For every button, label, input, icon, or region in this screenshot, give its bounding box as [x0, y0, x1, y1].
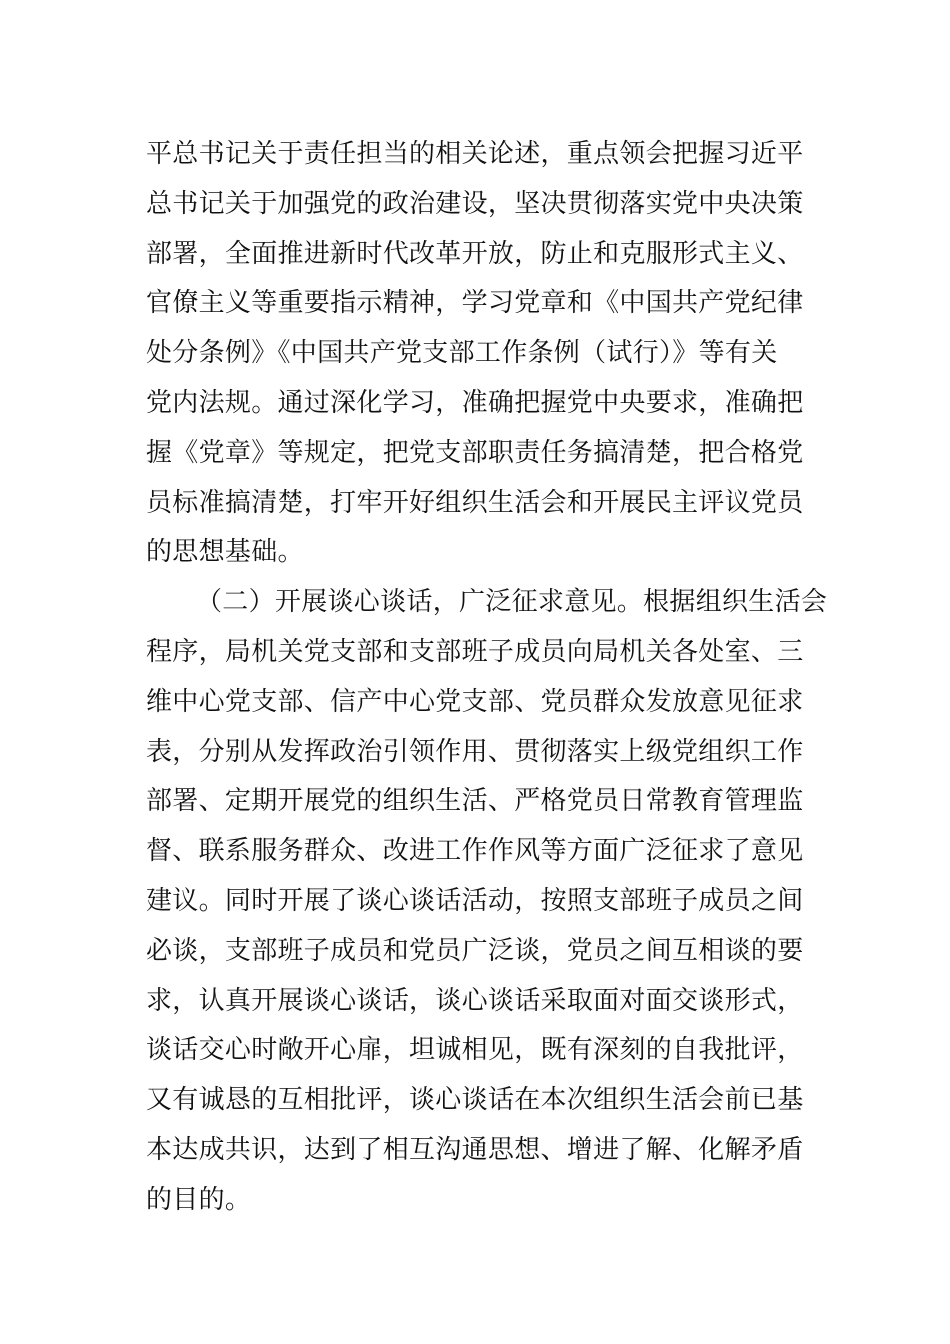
text-line: 又有诚恳的互相批评，谈心谈话在本次组织生活会前已基 [146, 1085, 804, 1116]
text-line: 员标准搞清楚，打牢开好组织生活会和开展民主评议党员 [146, 487, 804, 518]
text-line: 部署、定期开展党的组织生活、严格党员日常教育管理监 [146, 786, 804, 817]
text-line: 督、联系服务群众、改进工作作风等方面广泛征求了意见 [146, 836, 804, 867]
text-line: 的思想基础。 [146, 537, 304, 568]
text-line: 程序，局机关党支部和支部班子成员向局机关各处室、三 [146, 636, 804, 667]
text-line: 党内法规。通过深化学习，准确把握党中央要求，准确把 [146, 387, 804, 418]
text-line: 本达成共识，达到了相互沟通思想、增进了解、化解矛盾 [146, 1134, 804, 1165]
text-line: 谈话交心时敞开心扉，坦诚相见，既有深刻的自我批评， [146, 1035, 804, 1066]
text-line: 部署，全面推进新时代改革开放，防止和克服形式主义、 [146, 238, 804, 269]
text-line: 表，分别从发挥政治引领作用、贯彻落实上级党组织工作 [146, 736, 804, 767]
text-line: 的目的。 [146, 1184, 252, 1215]
text-line: 求，认真开展谈心谈话，谈心谈话采取面对面交谈形式， [146, 985, 804, 1016]
section-heading-line: （二）开展谈心谈话，广泛征求意见。根据组织生活会 [196, 587, 828, 618]
text-line: 握《党章》等规定，把党支部职责任务搞清楚，把合格党 [146, 437, 804, 468]
text-line: 官僚主义等重要指示精神，学习党章和《中国共产党纪律 [146, 288, 804, 319]
text-line: 平总书记关于责任担当的相关论述，重点领会把握习近平 [146, 139, 804, 169]
text-line: 建议。同时开展了谈心谈话活动，按照支部班子成员之间 [146, 885, 804, 916]
text-line: 处分条例》《中国共产党支部工作条例（试行）》等有关 [146, 338, 778, 369]
text-line: 维中心党支部、信产中心党支部、党员群众发放意见征求 [146, 686, 804, 717]
text-line: 总书记关于加强党的政治建设，坚决贯彻落实党中央决策 [146, 188, 804, 219]
text-line: 必谈，支部班子成员和党员广泛谈，党员之间互相谈的要 [146, 935, 804, 966]
body-text [146, 130, 826, 1226]
